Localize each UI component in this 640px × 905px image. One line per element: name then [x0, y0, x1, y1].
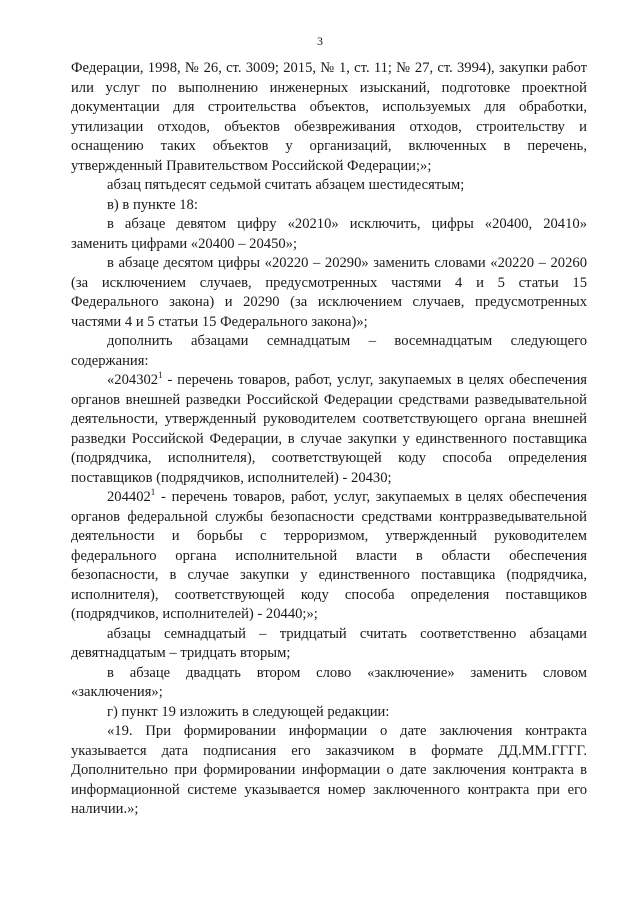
paragraph-6: дополнить абзацами семнадцатым – восемнадцатым следующего содержания:: [71, 333, 587, 369]
paragraph-8-text: - перечень товаров, работ, услуг, закупаемых в целях обеспечения органов федеральной службы безопасности средствами контрразведывательной деятельности и борьбы с терроризмом, утвержденный руководителем федерального органа исполнительной власти в области обеспечения безопасности, в случае закупки у единственного поставщика (подрядчика, исполнителя), соответствующей коду способа определения поставщиков (подрядчиков, исполнителей) - 20440;»;: [71, 489, 587, 622]
page-number: 3: [317, 34, 323, 48]
paragraph-8: [71, 488, 587, 625]
paragraph-7-text: - перечень товаров, работ, услуг, закупаемых в целях обеспечения органов внешней разведки Российской Федерации средствами разведывательной деятельности, утвержденный руководителем соответствующего органа внешней разведки Российской Федерации, в случае закупки у единственного поставщика (подрядчика, исполнителя), соответствующей коду способа определения поставщиков (подрядчиков, исполнителей) - 20430;: [71, 372, 587, 486]
superscript: 1: [158, 370, 163, 380]
paragraph-1: Федерации, 1998, № 26, ст. 3009; 2015, № 1, ст. 11; № 27, ст. 3994), закупки работ или услуг по выполнению инженерных изысканий, подготовке проектной документации для строительства объектов, используемых для обработки, утилизации отходов, объектов обезвреживания отходов, строительству и оснащению таких объектов у организаций, включенных в перечень, утвержденный Правительством Российской Федерации;»;: [71, 60, 587, 174]
paragraph-11: г) пункт 19 изложить в следующей редакции:: [107, 703, 390, 720]
paragraph-5: в абзаце десятом цифры «20220 – 20290» заменить словами «20220 – 20260 (за исключением случаев, предусмотренных частями 4 и 5 статьи 15 Федерального закона) и 20290 (за исключением случаев, предусмотренных частями 4 и 5 статьи 15 Федерального закона)»;: [71, 255, 587, 330]
code-204402: 204402: [107, 489, 151, 505]
paragraph-2: абзац пятьдесят седьмой считать абзацем шестидесятым;: [107, 177, 465, 193]
paragraph-4: в абзаце девятом цифру «20210» исключить, цифры «20400, 20410» заменить цифрами «20400 – 20450»;: [71, 216, 587, 252]
code-204302: «204302: [107, 372, 159, 388]
paragraph-7: [71, 371, 587, 488]
paragraph-12: «19. При формировании информации о дате заключения контракта указывается дата подписания его заказчиком в формате ДД.ММ.ГГГГ. Дополнительно при формировании информации о дате заключения контракта в информационной системе указывается номер заключенного контракта при его наличии.»;: [71, 723, 587, 817]
superscript: 1: [150, 487, 156, 497]
document-body: [71, 59, 587, 820]
paragraph-9: абзацы семнадцатый – тридцатый считать соответственно абзацами девятнадцатым – тридцать вторым;: [71, 625, 587, 661]
paragraph-10: в абзаце двадцать втором слово «заключение» заменить словом «заключения»;: [71, 664, 587, 700]
paragraph-3: в) в пункте 18:: [107, 196, 198, 213]
